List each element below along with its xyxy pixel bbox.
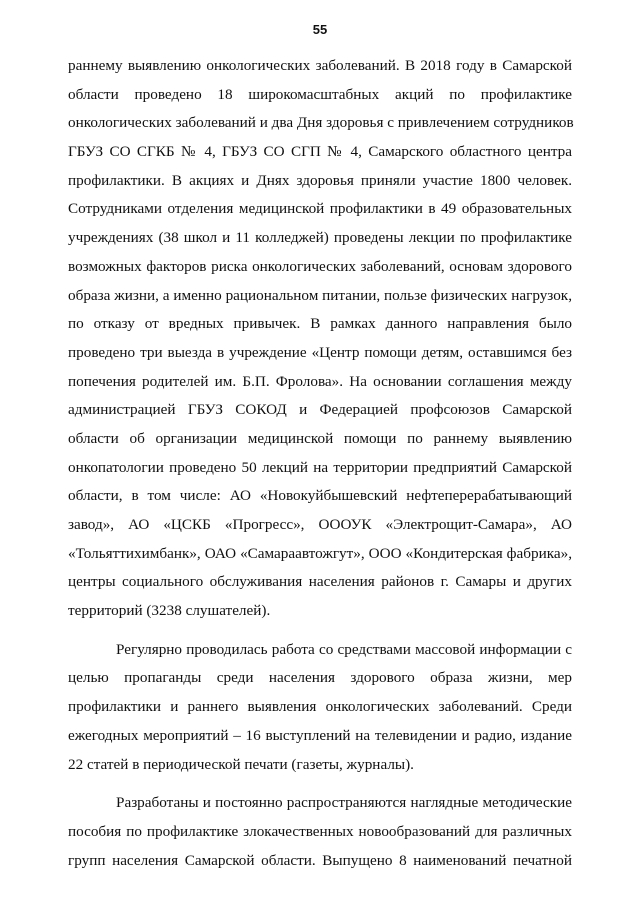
- text-line: онкопатологии проведено 50 лекций на территории предприятий Самарской: [68, 458, 572, 476]
- text-line: групп населения Самарской области. Выпущено 8 наименований печатной: [68, 851, 572, 869]
- text-line: Сотрудниками отделения медицинской профилактики в 49 образовательных: [68, 200, 572, 218]
- body-text: [68, 52, 572, 875]
- text-line: 22 статей в периодической печати (газеты, журналы).: [68, 755, 414, 773]
- text-line: учреждениях (38 школ и 11 колледжей) проведены лекции по профилактике: [68, 229, 572, 247]
- text-line: центры социального обслуживания населения районов г. Самары и других: [68, 573, 572, 591]
- text-line: ежегодных мероприятий – 16 выступлений на телевидении и радио, издание: [68, 726, 572, 744]
- text-line: пособия по профилактике злокачественных новообразований для различных: [68, 822, 572, 840]
- text-line: «Тольяттихимбанк», ОАО «Самараавтожгут», ООО «Кондитерская фабрика»,: [68, 544, 572, 562]
- text-line: профилактики. В акциях и Днях здоровья приняли участие 1800 человек.: [68, 171, 572, 189]
- text-line: области, в том числе: АО «Новокуйбышевский нефтеперерабатывающий: [68, 487, 572, 505]
- text-line: онкологических заболеваний и два Дня здоровья с привлечением сотрудников: [68, 114, 574, 132]
- page-number: 55: [312, 22, 328, 37]
- text-line: области об организации медицинской помощи по раннему выявлению: [68, 429, 572, 447]
- text-line: возможных факторов риска онкологических заболеваний, основам здорового: [68, 257, 572, 275]
- text-line: Разработаны и постоянно распространяются наглядные методические: [116, 794, 572, 812]
- text-line: территорий (3238 слушателей).: [68, 602, 271, 620]
- text-line: профилактики и раннего выявления онкологических заболеваний. Среди: [68, 698, 572, 716]
- text-line: раннему выявлению онкологических заболеваний. В 2018 году в Самарской: [68, 57, 572, 74]
- text-line: ГБУЗ СО СГКБ № 4, ГБУЗ СО СГП № 4, Самарского областного центра: [68, 143, 572, 161]
- text-line: по отказу от вредных привычек. В рамках данного направления было: [68, 315, 572, 333]
- text-line: целью пропаганды среди населения здорового образа жизни, мер: [68, 669, 572, 687]
- text-line: Регулярно проводилась работа со средствами массовой информации с: [116, 640, 572, 658]
- paragraph-spacer: [68, 779, 572, 789]
- text-line: попечения родителей им. Б.П. Фролова». На основании соглашения между: [68, 372, 572, 390]
- paragraph-3: [68, 789, 572, 875]
- paragraph-2: [68, 636, 572, 779]
- text-line: образа жизни, а именно рациональном питании, пользе физических нагрузок,: [68, 286, 572, 304]
- text-line: области проведено 18 широкомасштабных акций по профилактике: [68, 85, 572, 103]
- text-line: завод», АО «ЦСКБ «Прогресс», ОООУК «Электрощит-Самара», АО: [68, 516, 572, 533]
- text-line: проведено три выезда в учреждение «Центр помощи детям, оставшимся без: [68, 343, 572, 361]
- text-line: администрацией ГБУЗ СОКОД и Федерацией профсоюзов Самарской: [68, 401, 572, 419]
- paragraph-spacer: [68, 626, 572, 636]
- paragraph-1: [68, 52, 572, 626]
